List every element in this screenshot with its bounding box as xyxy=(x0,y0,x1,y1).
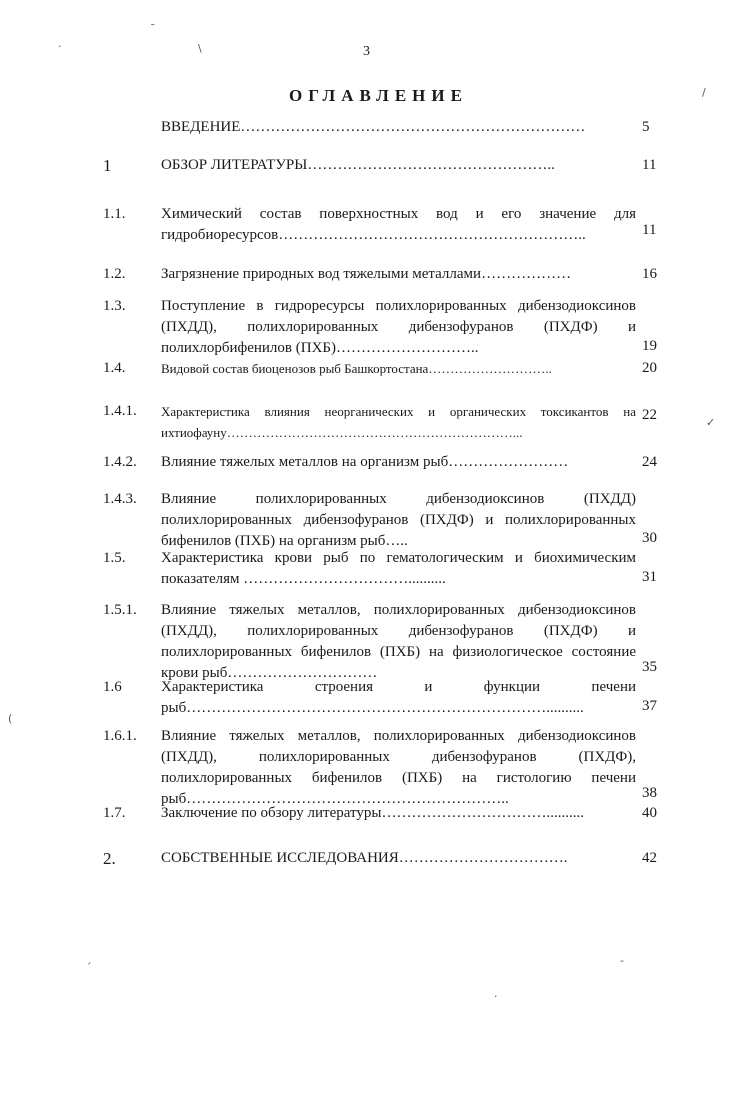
toc-entry-number: 1.5.1. xyxy=(103,602,137,618)
toc-entry-number: 1.7. xyxy=(103,805,126,821)
scan-speck: ˏ xyxy=(86,952,92,965)
toc-entry-text: Заключение по обзору литературы…………………………….......... xyxy=(161,805,584,821)
toc-entry-number: 1.6.1. xyxy=(103,728,137,744)
scan-speck: - xyxy=(620,954,624,967)
toc-entry-number: 1.2. xyxy=(103,266,126,282)
toc-entry-text: Химический состав поверхностных вод и его значение для гидробиоресурсов…………………………………………………….. xyxy=(161,206,636,243)
scan-speck: · xyxy=(58,40,62,53)
scan-speck: ( xyxy=(8,712,13,725)
toc-entry-text: Видовой состав биоценозов рыб Башкортостана……………………….. xyxy=(161,361,552,376)
toc-entry-page: 31 xyxy=(642,569,657,585)
toc-entry-page: 30 xyxy=(642,530,657,546)
page-title: ОГЛАВЛЕНИЕ xyxy=(289,86,468,105)
toc-entry-text: Характеристика крови рыб по гематологическим и биохимическим показателям …………………………….......... xyxy=(161,550,636,587)
scan-speck: ✓ xyxy=(706,416,716,429)
toc-entry-text: Влияние тяжелых металлов, полихлорированных дибензодиоксинов (ПХДД), полихлорированных дибензофуранов (ПХДФ) и полихлорированных бифенилов (ПХБ) на физиологическое состояние крови рыб………………………… xyxy=(161,602,636,681)
toc-entry-text: Характеристика строения и функции печени рыб……………………………………………………………….......... xyxy=(161,679,636,716)
toc-entry-page: 19 xyxy=(642,338,657,354)
toc-entry-page: 16 xyxy=(642,266,657,282)
toc-entry-page: 38 xyxy=(642,785,657,801)
toc-entry-page: 5 xyxy=(642,119,650,135)
toc-entry-page: 40 xyxy=(642,805,657,821)
toc-entry-text: Влияние полихлорированных дибензодиоксинов (ПХДД) полихлорированных дибензофуранов (ПХДФ) и полихлорированных бифенилов (ПХБ) на организм рыб….. xyxy=(161,491,636,549)
toc-entry-number: 1.4. xyxy=(103,360,126,376)
toc-entry-text: Характеристика влияния неорганических и органических токсикантов на ихтиофауну…………………………………………………………... xyxy=(161,404,636,440)
toc-entry-text: Влияние тяжелых металлов на организм рыб…………………… xyxy=(161,454,569,470)
toc-entry-text: Поступление в гидроресурсы полихлорированных дибензодиоксинов (ПХДД), полихлорированных дибензофуранов (ПХДФ) и полихлорбифенилов (ПХБ)……………………….. xyxy=(161,298,636,356)
toc-entry-page: 11 xyxy=(642,222,657,238)
toc-entry-text: ОБЗОР ЛИТЕРАТУРЫ………………………………………….. xyxy=(161,157,555,173)
scan-speck: / xyxy=(702,86,706,99)
toc-entry-number: 1.1. xyxy=(103,206,126,222)
toc-entry-number: 1.4.3. xyxy=(103,491,137,507)
scan-speck: ¯ xyxy=(150,22,156,35)
toc-entry-page: 37 xyxy=(642,698,657,714)
toc-entry-page: 11 xyxy=(642,157,657,173)
toc-entry-number: 1.5. xyxy=(103,550,126,566)
toc-entry-number: 1.6 xyxy=(103,679,122,695)
toc-entry-number: 1.3. xyxy=(103,298,126,314)
toc-entry-text: СОБСТВЕННЫЕ ИССЛЕДОВАНИЯ……………………………. xyxy=(161,850,568,866)
toc-entry-number: 1.4.1. xyxy=(103,403,137,419)
toc-entry-page: 24 xyxy=(642,454,657,470)
toc-entry-number: 2. xyxy=(103,849,116,868)
toc-entry-text: Загрязнение природных вод тяжелыми металлами……………… xyxy=(161,266,572,282)
toc-entry-number: 1.4.2. xyxy=(103,454,137,470)
scan-speck: \ xyxy=(198,42,202,55)
scan-speck: · xyxy=(494,990,498,1003)
toc-entry-page: 22 xyxy=(642,407,657,423)
toc-entry-page: 35 xyxy=(642,659,657,675)
toc-entry-text: Влияние тяжелых металлов, полихлорированных дибензодиоксинов (ПХДД), полихлорированных дибензофуранов (ПХДФ), полихлорированных бифенилов (ПХБ) на гистологию печени рыб……………………………………………………….. xyxy=(161,728,636,807)
toc-entry-number: 1 xyxy=(103,156,112,175)
toc-entry-text: ВВЕДЕНИЕ…………………………………………………………… xyxy=(161,119,586,135)
toc-entry-page: 20 xyxy=(642,360,657,376)
page-number: 3 xyxy=(363,44,370,59)
toc-entry-page: 42 xyxy=(642,850,657,866)
